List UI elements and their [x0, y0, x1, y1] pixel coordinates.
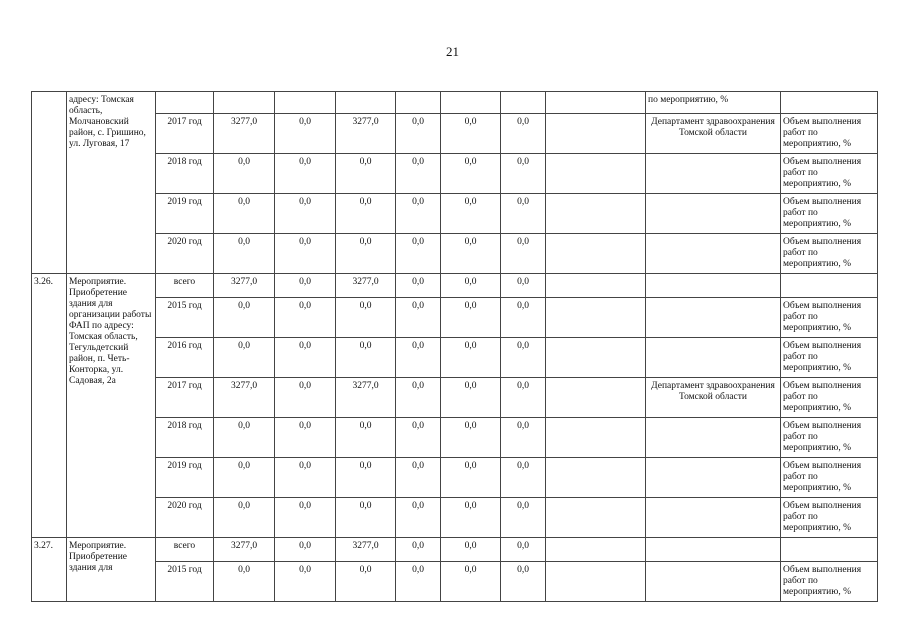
- year-cell: всего: [156, 274, 214, 298]
- department-cell: [646, 498, 781, 538]
- table-row: [32, 458, 878, 498]
- value-cell: 0,0: [396, 194, 441, 234]
- row-number: 3.26.: [32, 274, 67, 538]
- row-number: 3.27.: [32, 538, 67, 602]
- empty-cell: [546, 298, 646, 338]
- value-cell: 0,0: [501, 234, 546, 274]
- value-cell: 0,0: [441, 154, 501, 194]
- empty-cell: [396, 92, 441, 114]
- value-cell: 0,0: [275, 154, 336, 194]
- empty-cell: [214, 92, 275, 114]
- event-name: Мероприятие. Приобретение здания для: [67, 538, 156, 602]
- value-cell: 0,0: [336, 194, 396, 234]
- year-cell: 2015 год: [156, 562, 214, 602]
- value-cell: 0,0: [275, 298, 336, 338]
- value-cell: 0,0: [396, 338, 441, 378]
- value-cell: 0,0: [275, 274, 336, 298]
- value-cell: 0,0: [441, 274, 501, 298]
- year-cell: 2018 год: [156, 154, 214, 194]
- value-cell: 3277,0: [336, 274, 396, 298]
- empty-cell: [275, 92, 336, 114]
- year-cell: 2015 год: [156, 298, 214, 338]
- table-row: [32, 194, 878, 234]
- table-row: [32, 114, 878, 154]
- indicator-cell: Объем выполнения работ по мероприятию, %: [781, 418, 878, 458]
- value-cell: 0,0: [396, 378, 441, 418]
- table-row: [32, 378, 878, 418]
- value-cell: 0,0: [275, 562, 336, 602]
- empty-cell: [441, 92, 501, 114]
- table-row: [32, 418, 878, 458]
- value-cell: 0,0: [275, 194, 336, 234]
- table-row: [32, 274, 878, 298]
- year-cell: 2020 год: [156, 234, 214, 274]
- empty-cell: [546, 338, 646, 378]
- year-cell: 2019 год: [156, 194, 214, 234]
- value-cell: 3277,0: [336, 114, 396, 154]
- empty-cell: [546, 498, 646, 538]
- value-cell: 0,0: [336, 154, 396, 194]
- value-cell: 0,0: [396, 538, 441, 562]
- value-cell: 0,0: [396, 562, 441, 602]
- event-name: Мероприятие. Приобретение здания для организации работы ФАП по адресу: Томская область, Тегульдетский район, п. Четь-Конторка, ул. Садовая, 2а: [67, 274, 156, 538]
- value-cell: 3277,0: [214, 114, 275, 154]
- indicator-cell: по мероприятию, %: [646, 92, 781, 114]
- value-cell: 0,0: [336, 562, 396, 602]
- year-cell: всего: [156, 538, 214, 562]
- table-row: [32, 298, 878, 338]
- indicator-cell: Объем выполнения работ по мероприятию, %: [781, 298, 878, 338]
- department-cell: [646, 234, 781, 274]
- empty-cell: [546, 562, 646, 602]
- table-row: [32, 234, 878, 274]
- indicator-cell: Объем выполнения работ по мероприятию, %: [781, 194, 878, 234]
- table-row: [32, 498, 878, 538]
- department-cell: [646, 458, 781, 498]
- value-cell: 0,0: [441, 234, 501, 274]
- year-cell: 2017 год: [156, 114, 214, 154]
- value-cell: 0,0: [275, 418, 336, 458]
- program-table: [31, 91, 878, 602]
- empty-cell: [546, 418, 646, 458]
- value-cell: 3277,0: [336, 378, 396, 418]
- empty-cell: [546, 274, 646, 298]
- value-cell: 0,0: [275, 538, 336, 562]
- indicator-cell: Объем выполнения работ по мероприятию, %: [781, 498, 878, 538]
- year-cell: 2016 год: [156, 338, 214, 378]
- value-cell: 0,0: [336, 418, 396, 458]
- department-cell: [646, 298, 781, 338]
- value-cell: 0,0: [214, 194, 275, 234]
- year-cell: 2017 год: [156, 378, 214, 418]
- row-number-cell: [32, 92, 67, 274]
- value-cell: 0,0: [396, 154, 441, 194]
- department-cell: [646, 562, 781, 602]
- value-cell: 0,0: [501, 458, 546, 498]
- value-cell: 0,0: [396, 114, 441, 154]
- value-cell: 0,0: [336, 234, 396, 274]
- value-cell: 0,0: [214, 418, 275, 458]
- value-cell: 0,0: [501, 194, 546, 234]
- indicator-cell: Объем выполнения работ по мероприятию, %: [781, 458, 878, 498]
- value-cell: 0,0: [396, 298, 441, 338]
- indicator-cell: [781, 538, 878, 562]
- value-cell: 0,0: [396, 418, 441, 458]
- empty-cell: [546, 234, 646, 274]
- value-cell: 0,0: [275, 498, 336, 538]
- empty-cell: [546, 114, 646, 154]
- value-cell: 0,0: [501, 114, 546, 154]
- department-cell: [646, 194, 781, 234]
- department-cell: Департамент здравоохранения Томской области: [646, 114, 781, 154]
- value-cell: 0,0: [336, 338, 396, 378]
- table-row: [32, 338, 878, 378]
- value-cell: 0,0: [441, 194, 501, 234]
- value-cell: 0,0: [214, 458, 275, 498]
- value-cell: 0,0: [396, 458, 441, 498]
- value-cell: 0,0: [441, 114, 501, 154]
- indicator-cell: Объем выполнения работ по мероприятию, %: [781, 378, 878, 418]
- value-cell: 0,0: [214, 338, 275, 378]
- value-cell: 0,0: [396, 274, 441, 298]
- value-cell: 0,0: [501, 154, 546, 194]
- value-cell: 0,0: [441, 458, 501, 498]
- value-cell: 0,0: [441, 562, 501, 602]
- value-cell: 3277,0: [214, 274, 275, 298]
- value-cell: 0,0: [441, 418, 501, 458]
- value-cell: 0,0: [396, 234, 441, 274]
- value-cell: 0,0: [275, 114, 336, 154]
- value-cell: 0,0: [441, 338, 501, 378]
- empty-cell: [546, 538, 646, 562]
- year-cell: 2018 год: [156, 418, 214, 458]
- department-cell: [646, 338, 781, 378]
- value-cell: 3277,0: [214, 378, 275, 418]
- indicator-cell: Объем выполнения работ по мероприятию, %: [781, 114, 878, 154]
- value-cell: 0,0: [501, 418, 546, 458]
- department-cell: Департамент здравоохранения Томской области: [646, 378, 781, 418]
- value-cell: 0,0: [501, 298, 546, 338]
- value-cell: 0,0: [214, 234, 275, 274]
- indicator-cell: Объем выполнения работ по мероприятию, %: [781, 234, 878, 274]
- value-cell: 0,0: [214, 562, 275, 602]
- empty-cell: [546, 378, 646, 418]
- empty-cell: [501, 92, 546, 114]
- value-cell: 0,0: [501, 498, 546, 538]
- value-cell: 3277,0: [214, 538, 275, 562]
- department-cell: [646, 538, 781, 562]
- empty-cell: [546, 154, 646, 194]
- department-cell: [646, 154, 781, 194]
- empty-cell: [336, 92, 396, 114]
- value-cell: 0,0: [275, 378, 336, 418]
- value-cell: 0,0: [501, 274, 546, 298]
- event-name: адресу: Томская область, Молчановский район, с. Гришино, ул. Луговая, 17: [67, 92, 156, 274]
- value-cell: 0,0: [275, 234, 336, 274]
- value-cell: 0,0: [501, 338, 546, 378]
- empty-cell: [781, 92, 878, 114]
- value-cell: 0,0: [441, 538, 501, 562]
- value-cell: 3277,0: [336, 538, 396, 562]
- department-cell: [646, 418, 781, 458]
- empty-cell: [546, 92, 646, 114]
- value-cell: 0,0: [441, 298, 501, 338]
- value-cell: 0,0: [275, 338, 336, 378]
- value-cell: 0,0: [336, 298, 396, 338]
- page-number: 21: [446, 44, 459, 59]
- indicator-cell: Объем выполнения работ по мероприятию, %: [781, 562, 878, 602]
- value-cell: 0,0: [336, 498, 396, 538]
- table-row: [32, 538, 878, 562]
- year-cell: 2020 год: [156, 498, 214, 538]
- table-row: [32, 92, 878, 114]
- value-cell: 0,0: [441, 498, 501, 538]
- empty-cell: [156, 92, 214, 114]
- value-cell: 0,0: [501, 538, 546, 562]
- empty-cell: [546, 458, 646, 498]
- value-cell: 0,0: [214, 498, 275, 538]
- table-row: [32, 154, 878, 194]
- value-cell: 0,0: [396, 498, 441, 538]
- value-cell: 0,0: [501, 378, 546, 418]
- indicator-cell: Объем выполнения работ по мероприятию, %: [781, 154, 878, 194]
- indicator-cell: [781, 274, 878, 298]
- empty-cell: [546, 194, 646, 234]
- indicator-cell: Объем выполнения работ по мероприятию, %: [781, 338, 878, 378]
- value-cell: 0,0: [214, 298, 275, 338]
- value-cell: 0,0: [275, 458, 336, 498]
- value-cell: 0,0: [336, 458, 396, 498]
- year-cell: 2019 год: [156, 458, 214, 498]
- value-cell: 0,0: [501, 562, 546, 602]
- value-cell: 0,0: [441, 378, 501, 418]
- table-row: [32, 562, 878, 602]
- value-cell: 0,0: [214, 154, 275, 194]
- department-cell: [646, 274, 781, 298]
